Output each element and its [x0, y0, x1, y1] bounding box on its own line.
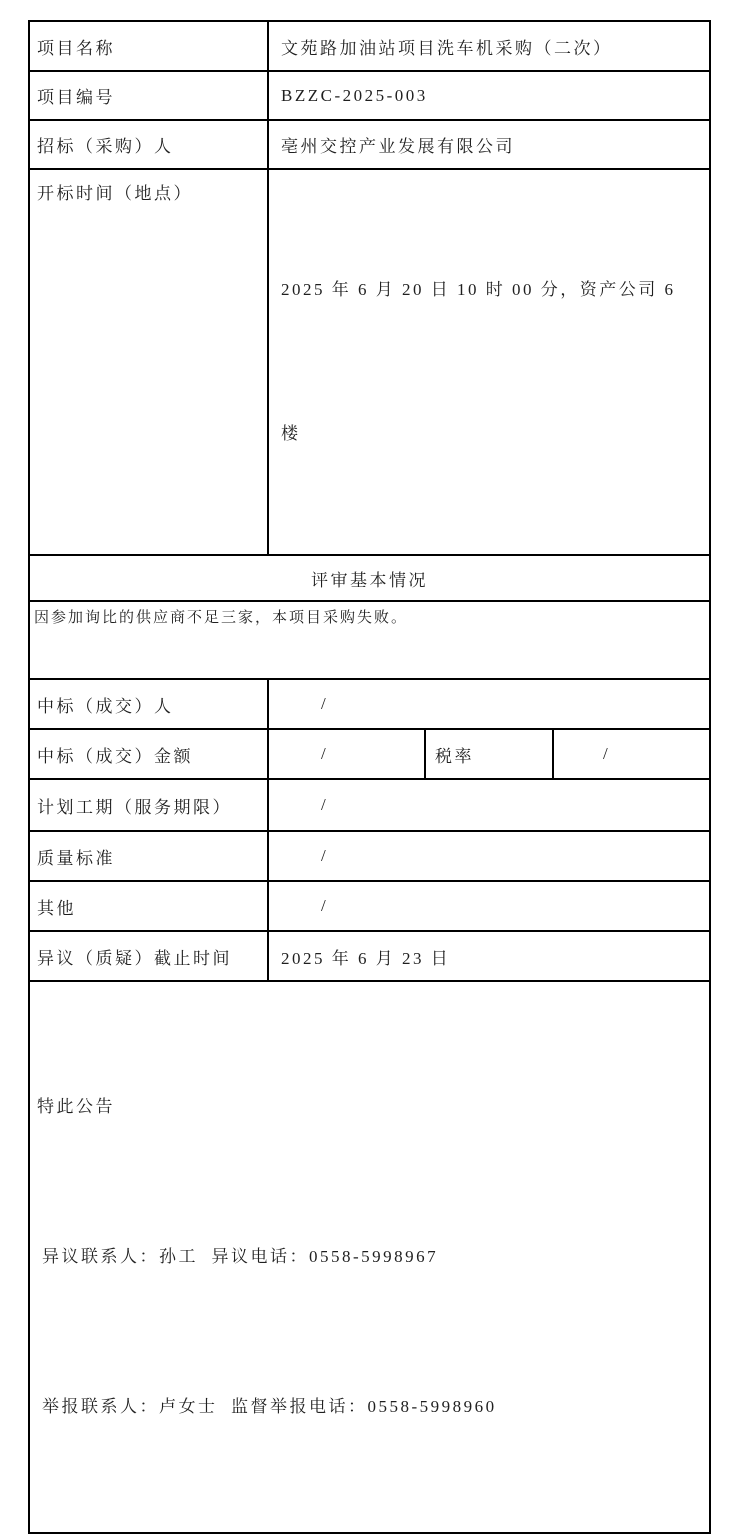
row-project-name [29, 21, 710, 71]
bid-opening-label: 开标时间（地点） [29, 169, 268, 555]
bid-opening-value-line2: 楼 [281, 424, 301, 443]
tax-rate-label: 税率 [425, 729, 553, 779]
row-review-detail [29, 601, 710, 679]
winner-value: / [268, 679, 710, 729]
duration-label: 计划工期（服务期限） [29, 779, 268, 831]
row-winner [29, 679, 710, 729]
bid-opening-value [268, 169, 710, 555]
procurement-result-table [28, 20, 711, 1534]
amount-value: / [268, 729, 425, 779]
footer-announcement: 特此公告 [37, 1097, 115, 1116]
row-quality [29, 831, 710, 881]
project-number-value: BZZC-2025-003 [268, 71, 710, 120]
row-objection-deadline [29, 931, 710, 981]
footer-report-contact: 举报联系人：卢女士 监督举报电话：0558-5998960 [42, 1397, 497, 1416]
row-bid-opening [29, 169, 710, 555]
quality-label: 质量标准 [29, 831, 268, 881]
row-footer [29, 981, 710, 1533]
project-name-label: 项目名称 [29, 21, 268, 71]
amount-label: 中标（成交）金额 [29, 729, 268, 779]
row-purchaser [29, 120, 710, 169]
project-name-value: 文苑路加油站项目洗车机采购（二次） [268, 21, 710, 71]
row-other [29, 881, 710, 931]
other-value: / [268, 881, 710, 931]
objection-deadline-label: 异议（质疑）截止时间 [29, 931, 268, 981]
row-duration [29, 779, 710, 831]
tax-rate-value: / [553, 729, 710, 779]
footer-cell [29, 981, 710, 1533]
winner-label: 中标（成交）人 [29, 679, 268, 729]
quality-value: / [268, 831, 710, 881]
duration-value: / [268, 779, 710, 831]
bid-opening-value-line1: 2025 年 6 月 20 日 10 时 00 分，资产公司 6 [281, 280, 676, 299]
purchaser-label: 招标（采购）人 [29, 120, 268, 169]
row-project-number [29, 71, 710, 120]
project-number-label: 项目编号 [29, 71, 268, 120]
row-review-header [29, 555, 710, 601]
row-amount [29, 729, 710, 779]
purchaser-value: 亳州交控产业发展有限公司 [268, 120, 710, 169]
footer-objection-contact: 异议联系人：孙工 异议电话：0558-5998967 [42, 1247, 439, 1266]
review-header-title: 评审基本情况 [29, 555, 710, 601]
objection-deadline-value: 2025 年 6 月 23 日 [268, 931, 710, 981]
other-label: 其他 [29, 881, 268, 931]
review-detail-text: 因参加询比的供应商不足三家，本项目采购失败。 [29, 601, 710, 679]
